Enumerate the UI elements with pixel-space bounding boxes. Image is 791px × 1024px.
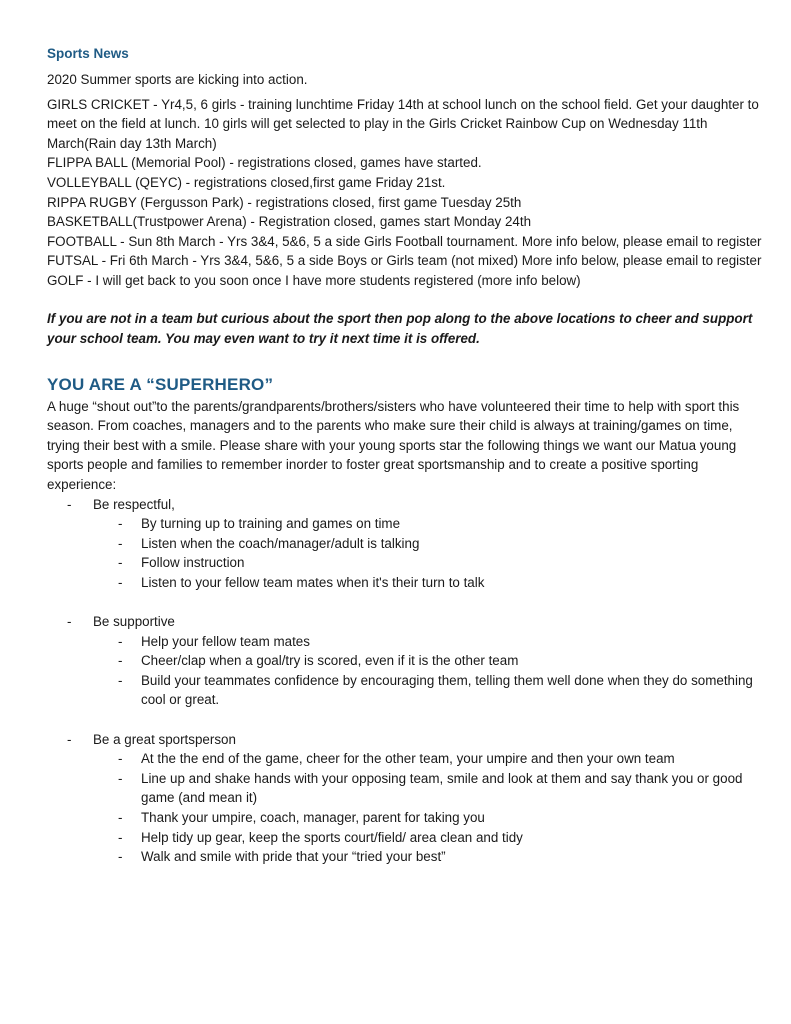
supportive-items — [47, 632, 767, 710]
list-item — [47, 808, 767, 828]
dash-bullet: - — [118, 849, 123, 865]
values-list — [47, 730, 767, 750]
list-item — [47, 749, 767, 769]
dash-bullet: - — [118, 555, 123, 571]
superhero-paragraph: A huge “shout out”to the parents/grandparents/brothers/sisters who have volunteered their time to help with sport this season. From coaches, managers and to the parents who make sure their child is always at training/games on time, trying their best with a smile. Please share with your young sports star the following things we want our Matua young sports people and families to remember inorder to foster great sportsmanship and to create a positive sporting experience: — [47, 398, 740, 492]
sport-item-rippa-rugby: RIPPA RUGBY (Fergusson Park) - registrations closed, first game Tuesday 25th — [47, 194, 522, 210]
dash-bullet: - — [118, 535, 123, 551]
dash-bullet: - — [118, 810, 123, 825]
list-item — [47, 651, 767, 671]
group-supportive — [47, 612, 767, 632]
values-list — [47, 612, 767, 632]
dash-bullet: - — [118, 751, 123, 767]
list-item — [47, 573, 767, 593]
list-item-text: Cheer/clap when a goal/try is scored, even if it is the other team — [141, 653, 519, 669]
group-sportsperson — [47, 730, 767, 750]
sport-item-volleyball: VOLLEYBALL (QEYC) - registrations closed,first game Friday 21st. — [47, 174, 446, 190]
dash-bullet: - — [67, 496, 72, 512]
list-item — [47, 828, 767, 848]
dash-bullet: - — [118, 516, 123, 532]
list-item — [47, 632, 767, 652]
list-item-text: By turning up to training and games on time — [141, 516, 401, 532]
dash-bullet: - — [118, 633, 123, 649]
list-item-text: Listen to your fellow team mates when it's their turn to talk — [141, 574, 485, 590]
list-item-text: Listen when the coach/manager/adult is talking — [141, 535, 420, 551]
newsletter-page — [47, 44, 767, 867]
group-label: Be respectful, — [93, 496, 175, 512]
sports-news-heading: Sports News — [47, 46, 129, 61]
list-item-text: Follow instruction — [141, 555, 245, 571]
dash-bullet: - — [67, 614, 72, 630]
list-item-text: Build your teammates confidence by encouraging them, telling them well done when they do something cool or great. — [141, 672, 753, 708]
group-label: Be supportive — [93, 614, 175, 630]
list-item-text: At the the end of the game, cheer for the other team, your umpire and then your own team — [141, 751, 675, 767]
sport-item-flippa-ball: FLIPPA BALL (Memorial Pool) - registrations closed, games have started. — [47, 155, 482, 171]
list-item — [47, 769, 767, 808]
list-item-text: Help your fellow team mates — [141, 633, 310, 649]
dash-bullet: - — [118, 672, 123, 688]
list-item — [47, 847, 767, 867]
dash-bullet: - — [118, 653, 123, 669]
superhero-heading: YOU ARE A “SUPERHERO” — [47, 374, 274, 394]
sport-item-football: FOOTBALL - Sun 8th March - Yrs 3&4, 5&6, 5 a side Girls Football tournament. More info below, please email to register — [47, 233, 762, 249]
sport-item-golf: GOLF - I will get back to you soon once I have more students registered (more info below) — [47, 272, 581, 288]
respectful-items — [47, 514, 767, 592]
dash-bullet: - — [118, 574, 123, 590]
list-item — [47, 534, 767, 554]
sports-list — [47, 95, 767, 291]
list-item — [47, 514, 767, 534]
sport-item-basketball: BASKETBALL(Trustpower Arena) - Registration closed, games start Monday 24th — [47, 214, 532, 230]
sport-item-futsal: FUTSAL - Fri 6th March - Yrs 3&4, 5&6, 5 a side Boys or Girls team (not mixed) More info below, please email to register — [47, 253, 762, 269]
sports-news-intro: 2020 Summer sports are kicking into action. — [47, 72, 308, 87]
list-item-text: Thank your umpire, coach, manager, parent for taking you — [141, 810, 485, 825]
encouragement-note: If you are not in a team but curious about the sport then pop along to the above locations to cheer and support your school team. You may even want to try it next time it is offered. — [47, 310, 753, 346]
sportsperson-items — [47, 749, 767, 867]
group-respectful — [47, 495, 767, 515]
list-item-text: Help tidy up gear, keep the sports court/field/ area clean and tidy — [141, 829, 523, 845]
list-item-text: Walk and smile with pride that your “tried your best” — [141, 849, 446, 865]
list-item-text: Line up and shake hands with your opposing team, smile and look at them and say thank you or good game (and mean it) — [141, 770, 743, 806]
sport-item-girls-cricket: GIRLS CRICKET - Yr4,5, 6 girls - training lunchtime Friday 14th at school lunch on the school field. Get your daughter to meet on the field at lunch. 10 girls will get selected to play in the Girls Cricket Rainbow Cup on Wednesday 11th March(Rain day 13th March) — [47, 96, 759, 151]
list-item — [47, 671, 767, 710]
values-list — [47, 495, 767, 515]
list-item — [47, 553, 767, 573]
dash-bullet: - — [67, 731, 72, 747]
dash-bullet: - — [118, 829, 123, 845]
group-label: Be a great sportsperson — [93, 731, 236, 747]
dash-bullet: - — [118, 770, 123, 786]
